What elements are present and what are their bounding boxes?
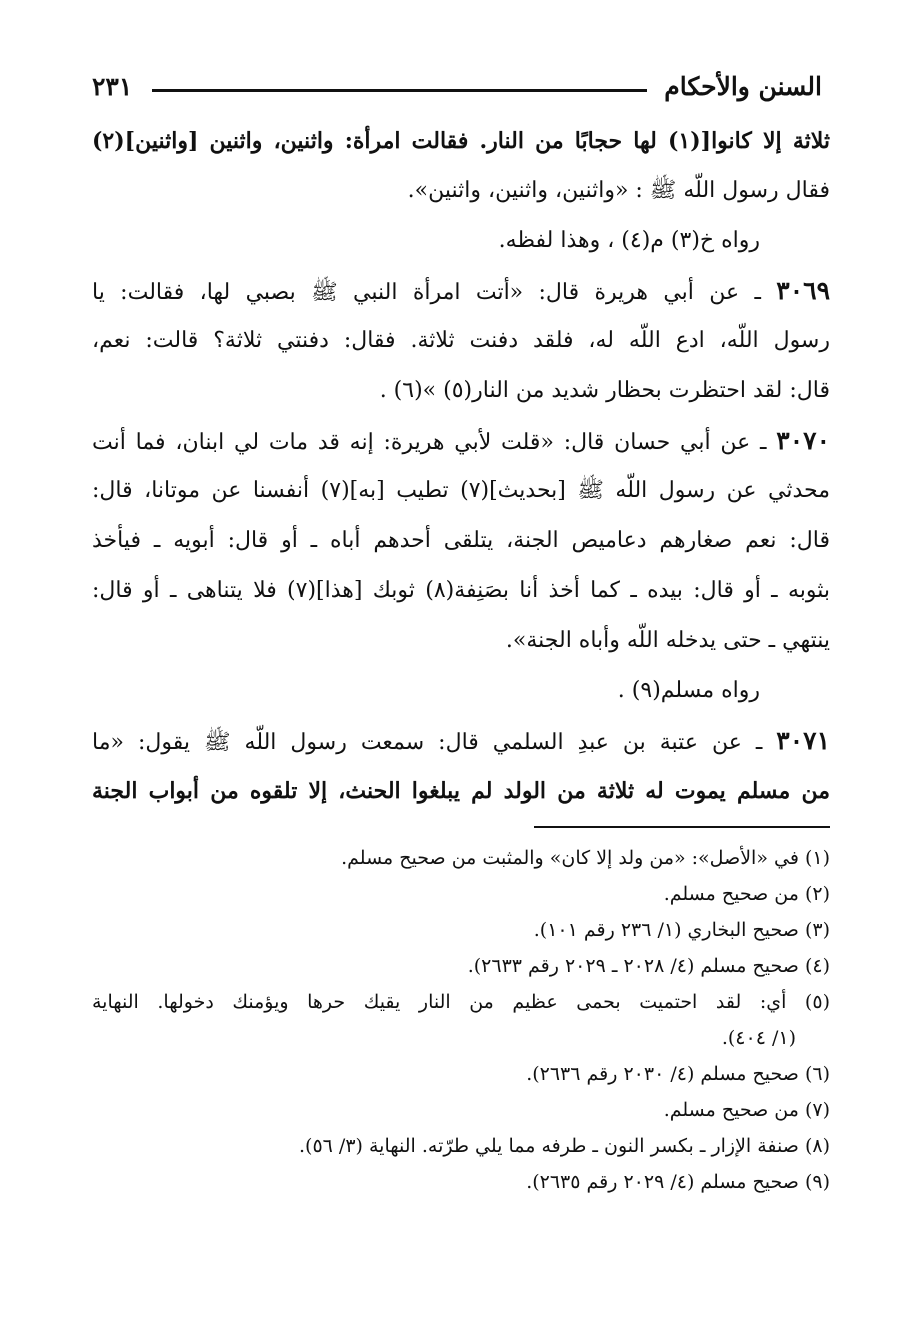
text-line: بثوبه ـ أو قال: بيده ـ كما أخذ أنا بصَنِفة(٨) ثوبك [هذا](٧) فلا يتناهى ـ أو قال: — [92, 578, 830, 603]
footnote: (٩) صحيح مسلم (٤/ ٢٠٢٩ رقم ٢٦٣٥). — [526, 1171, 830, 1193]
hadith-text: ـ عن أبي هريرة قال: «أتت امرأة النبي ﷺ بصبي لها، فقالت: يا — [92, 280, 761, 305]
footnote: (١) في «الأصل»: «من ولد إلا كان» والمثبت من صحيح مسلم. — [341, 847, 830, 869]
footnotes — [92, 840, 830, 1200]
footnote: (٢) من صحيح مسلم. — [663, 883, 830, 905]
footnote: (٥) أي: لقد احتميت بحمى عظيم من النار يقيك حرها ويؤمنك دخولها. النهاية — [92, 991, 830, 1013]
footnote-continuation: (١/ ٤٠٤). — [721, 1027, 796, 1049]
footnote: (٧) من صحيح مسلم. — [663, 1099, 830, 1121]
hadith-3070 — [92, 416, 830, 466]
hadith-number: ٣٠٧٠ — [776, 426, 830, 455]
main-text — [92, 116, 830, 816]
hadith-number: ٣٠٧١ — [776, 726, 830, 755]
text-line: من مسلم يموت له ثلاثة من الولد لم يبلغوا الحنث، إلا تلقوه من أبواب الجنة — [92, 778, 830, 804]
hadith-text: ـ عن أبي حسان قال: «قلت لأبي هريرة: إنه قد مات لي ابنان، فما أنت — [92, 430, 767, 455]
text-line: رواه مسلم(٩) . — [617, 678, 760, 703]
text-line: قال: نعم صغارهم دعاميص الجنة، يتلقى أحدهم أباه ـ أو قال: أبويه ـ فيأخذ — [92, 528, 830, 553]
footnote: (٤) صحيح مسلم (٤/ ٢٠٢٨ ـ ٢٠٢٩ رقم ٢٦٣٣). — [467, 955, 830, 977]
hadith-number: ٣٠٦٩ — [776, 276, 830, 305]
text-line: محدثي عن رسول اللّه ﷺ [بحديث](٧) تطيب [به](٧) أنفسنا عن موتانا، قال: — [92, 478, 830, 503]
header-rule — [152, 89, 647, 92]
text-line: رسول اللّه، ادع اللّه له، فلقد دفنت ثلاثة. فقال: دفنتي ثلاثة؟ قالت: نعم، — [92, 328, 830, 353]
footnote: (٨) صنفة الإزار ـ بكسر النون ـ طرفه مما يلي طرّته. النهاية (٣/ ٥٦). — [299, 1135, 830, 1157]
page-number: ٢٣١ — [92, 72, 133, 101]
running-title: السنن والأحكام — [664, 72, 822, 101]
footnote-rule — [534, 826, 830, 828]
hadith-3069 — [92, 266, 830, 316]
text-line: ثلاثة إلا كانوا[(١) لها حجابًا من النار. فقالت امرأة: واثنين، واثنين [واثنين](٢) — [92, 128, 830, 154]
text-line: رواه خ(٣) م(٤) ، وهذا لفظه. — [498, 228, 760, 253]
hadith-3071 — [92, 716, 830, 766]
text-line: قال: لقد احتظرت بحظار شديد من النار(٥) »(٦) . — [379, 378, 830, 403]
hadith-text: ـ عن عتبة بن عبدِ السلمي قال: سمعت رسول اللّه ﷺ يقول: «ما — [92, 730, 763, 755]
running-header — [92, 72, 822, 108]
text-line: فقال رسول اللّه ﷺ : «واثنين، واثنين، واثنين». — [407, 178, 830, 203]
footnote: (٣) صحيح البخاري (١/ ٢٣٦ رقم ١٠١). — [533, 919, 830, 941]
footnote: (٦) صحيح مسلم (٤/ ٢٠٣٠ رقم ٢٦٣٦). — [526, 1063, 830, 1085]
text-line: ينتهي ـ حتى يدخله اللّه وأباه الجنة». — [505, 628, 830, 653]
